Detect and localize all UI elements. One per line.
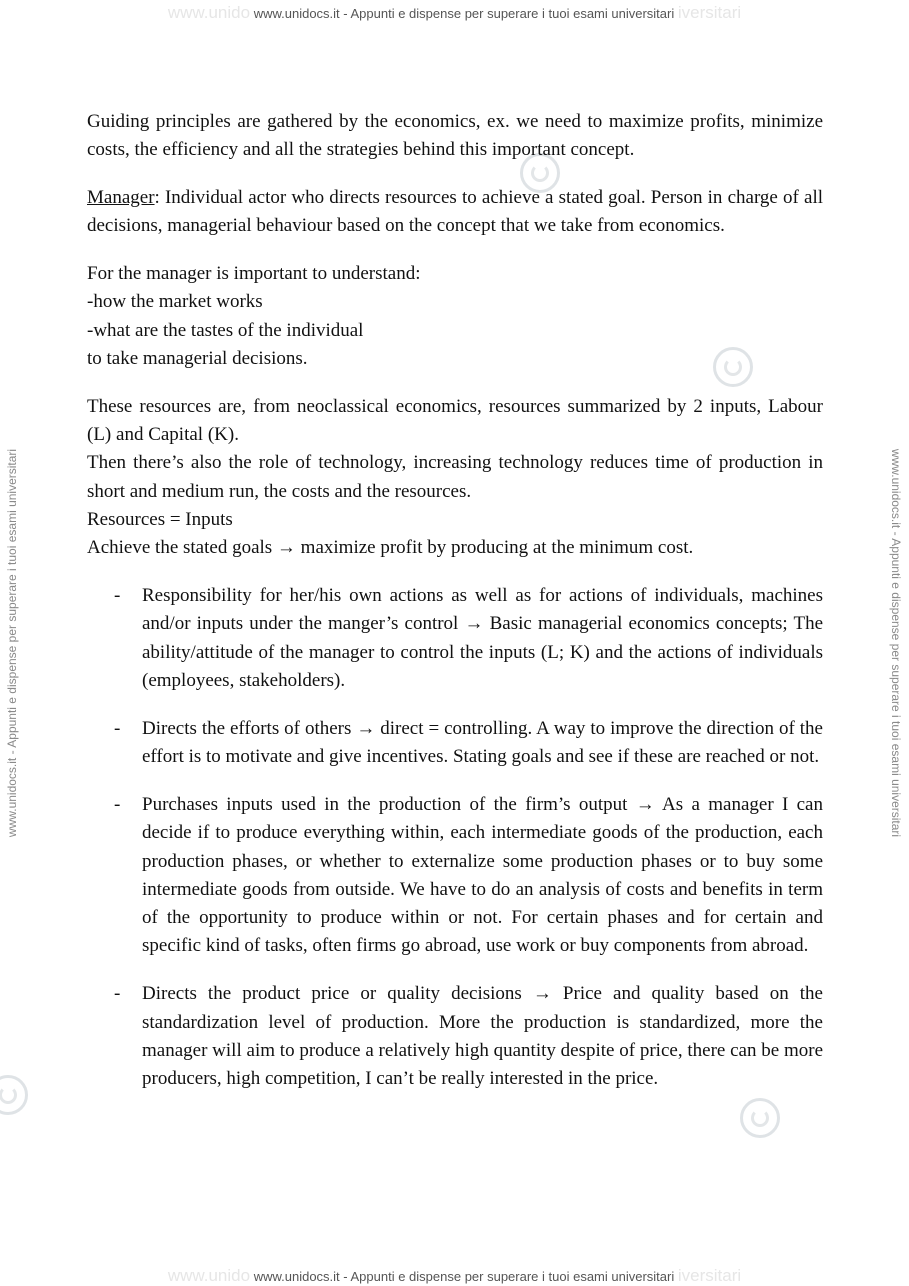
paragraph-resources (87, 393, 823, 563)
text-line: -how the market works (87, 291, 263, 313)
header-watermark-text: www.unidocs.it - Appunti e dispense per superare i tuoi esami universitari (253, 6, 675, 21)
list-item-text: Directs the efforts of others → direct = controlling. A way to improve the direction of the effort is to motivate and give incentives. Stating goals and see if these are reached or not. (142, 717, 823, 768)
footer-ghost-right: iversitari (677, 1266, 742, 1285)
footer-watermark-text: www.unidocs.it - Appunti e dispense per superare i tuoi esami universitari (253, 1269, 675, 1284)
manager-definition-text: : Individual actor who directs resources to achieve a stated goal. Person in charge of all decisions, managerial behaviour based on the concept that we take from economics. (87, 187, 823, 237)
text-line: Achieve the stated goals → maximize profit by producing at the minimum cost. (87, 537, 694, 559)
text-line: These resources are, from neoclassical economics, resources summarized by 2 inputs, Labour (L) and Capital (K). (87, 395, 823, 446)
header-ghost-right: iversitari (677, 3, 742, 22)
list-item (87, 582, 823, 695)
manager-responsibilities-list (87, 582, 823, 1093)
watermark-logo-icon (0, 1075, 28, 1115)
manager-term: Manager (87, 187, 155, 209)
footer-watermark (0, 1266, 909, 1286)
header-watermark (0, 3, 909, 23)
bullet-dash: - (114, 585, 121, 607)
text-line: to take managerial decisions. (87, 348, 308, 370)
list-item-text: Responsibility for her/his own actions as well as for actions of individuals, machines and/or inputs under the manger’s control → Basic managerial economics concepts; The ability/attitude of the manager to control the inputs (L; K) and the actions of individuals (employees, stakeholders). (142, 585, 823, 692)
bullet-dash: - (114, 983, 121, 1005)
paragraph-guiding-principles: Guiding principles are gathered by the economics, ex. we need to maximize profits, minimize costs, the efficiency and all the strategies behind this important concept. (87, 111, 823, 161)
text-line: Then there’s also the role of technology, increasing technology reduces time of production in short and medium run, the costs and the resources. (87, 452, 823, 502)
list-item (87, 715, 823, 772)
list-item (87, 980, 823, 1093)
list-item-text: Purchases inputs used in the production of the firm’s output → As a manager I can decide if to produce everything within, each intermediate goods of the production, each production phases, or whether to externalize some production phases or to buy some intermediate goods from outside. We have to do an analysis of costs and benefits in term of the opportunity to produce within or not. For certain phases and for certain and specific kind of tasks, often firms go abroad, use work or buy components from abroad. (142, 793, 823, 957)
text-line: Resources = Inputs (87, 509, 233, 531)
bullet-dash: - (114, 717, 121, 739)
footer-ghost-left: www.unido (167, 1266, 251, 1285)
bullet-dash: - (114, 793, 121, 815)
text-line: -what are the tastes of the individual (87, 319, 364, 341)
paragraph-manager-definition (87, 184, 823, 241)
paragraph-manager-understanding (87, 260, 823, 373)
list-item-text: Directs the product price or quality decisions → Price and quality based on the standardization level of production. More the production is standardized, more the manager will aim to produce a relatively high quantity despite of price, there can be more producers, high competition, I can’t be really interested in the price. (142, 983, 823, 1090)
document-body (87, 108, 823, 1113)
text-line: For the manager is important to understand: (87, 263, 421, 285)
list-item (87, 791, 823, 961)
header-ghost-left: www.unido (167, 3, 251, 22)
